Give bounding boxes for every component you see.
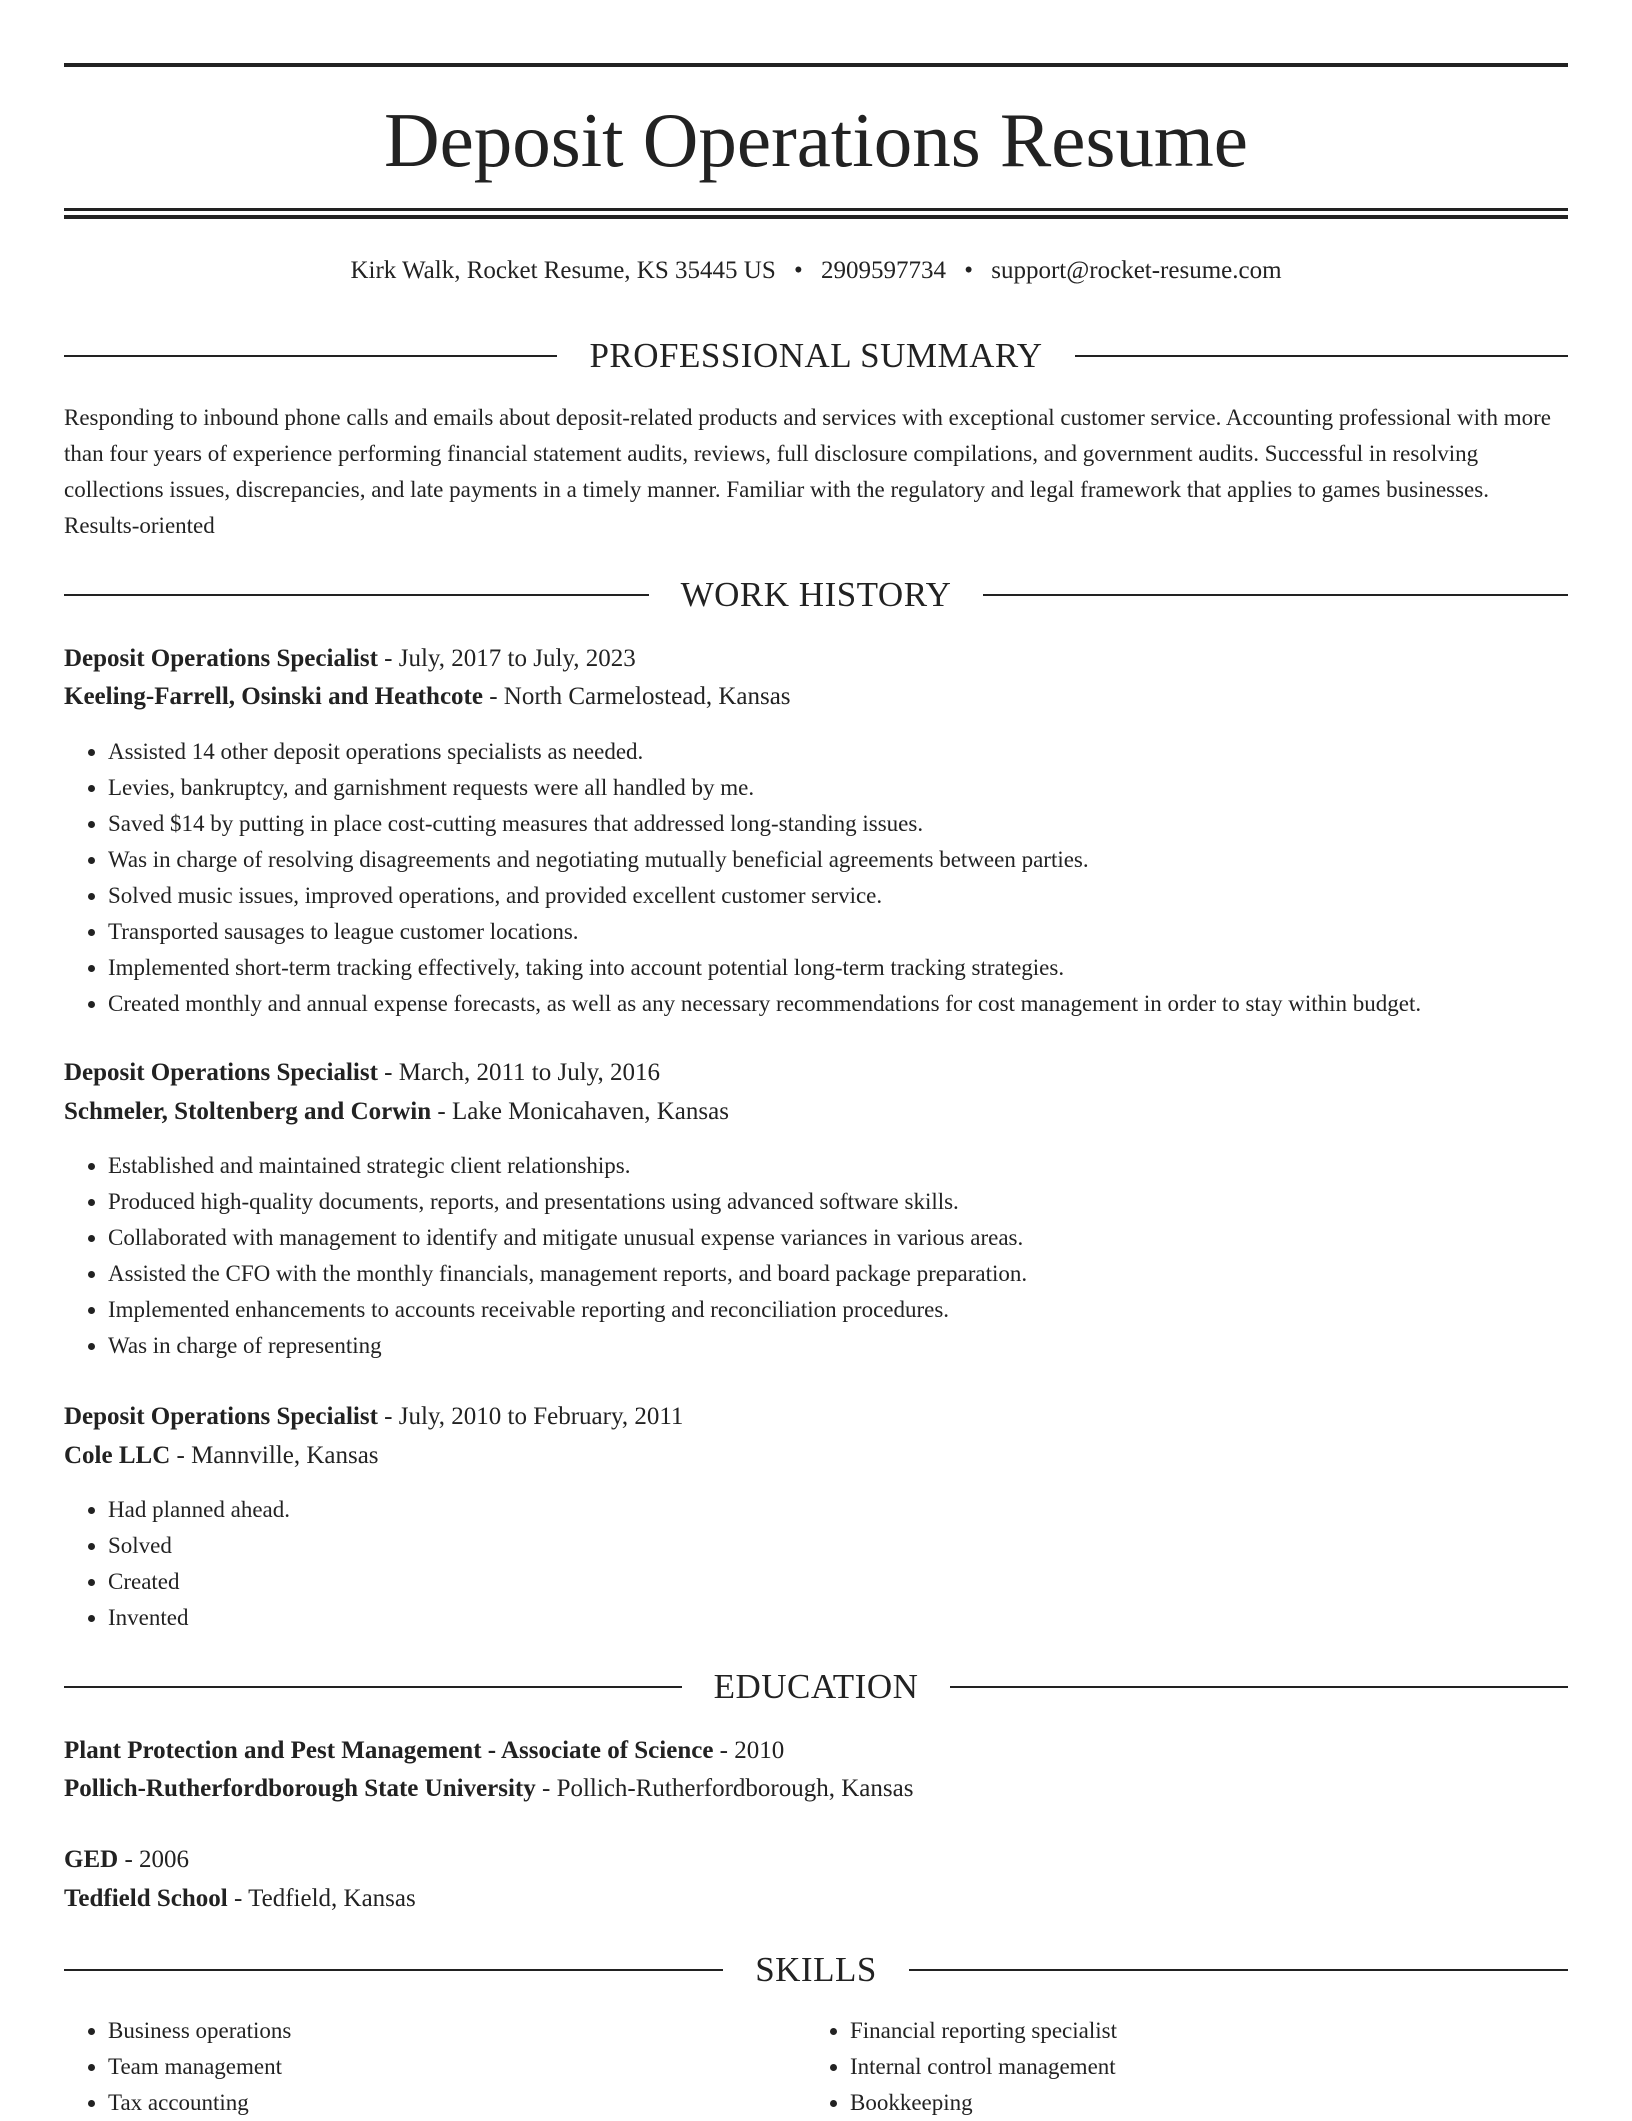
list-item: • Implemented enhancements to accounts receivable reporting and reconciliation procedures. [108, 1292, 1612, 1328]
edu-year: - 2006 [118, 1846, 190, 1873]
section-title: SKILLS [755, 1950, 877, 1989]
job-company: Keeling-Farrell, Osinski and Heathcote [64, 683, 483, 710]
list-item: • Levies, bankruptcy, and garnishment requests were all handled by me. [108, 770, 1612, 806]
contact-separator: • [964, 257, 973, 284]
edu-degree-line [64, 1841, 1568, 1879]
contact-phone: 2909597734 [820, 257, 946, 284]
job-location: - North Carmelostead, Kansas [482, 683, 791, 710]
edu-degree: Plant Protection and Pest Management - Associate of Science [64, 1737, 714, 1764]
edu-school: Pollich-Rutherfordborough State University [64, 1775, 536, 1802]
section-header-summary [64, 334, 1568, 378]
edu-degree: GED [64, 1846, 119, 1873]
edu-degree-line [64, 1732, 1568, 1770]
skills-list-right [806, 2013, 1550, 2121]
section-title: EDUCATION [713, 1667, 919, 1706]
edu-school-line [64, 1770, 1568, 1808]
job-company-line [64, 1437, 1568, 1475]
job-location: - Mannville, Kansas [170, 1442, 379, 1469]
job-title: Deposit Operations Specialist [64, 1403, 378, 1430]
contact-address: Kirk Walk, Rocket Resume, KS 35445 US [350, 257, 776, 284]
edu-location: - Pollich-Rutherfordborough, Kansas [535, 1775, 914, 1802]
section-rule [983, 594, 1568, 596]
job-company-line [64, 1093, 1568, 1131]
job-company: Cole LLC [64, 1442, 171, 1469]
contact-email: support@rocket-resume.com [991, 257, 1282, 284]
list-item: • Transported sausages to league customer locations. [108, 914, 1612, 950]
list-item: • Had planned ahead. [108, 1492, 1612, 1528]
job-title-line [64, 1054, 1568, 1092]
list-item: • Solved [108, 1528, 1612, 1564]
list-item: • Invented [108, 1600, 1612, 1636]
list-item: • Created [108, 1564, 1612, 1600]
skill-item: • Internal control management [850, 2049, 1550, 2085]
job-location: - Lake Monicahaven, Kansas [431, 1098, 729, 1125]
skill-item: • Team management [108, 2049, 808, 2085]
job-dates: - March, 2011 to July, 2016 [377, 1059, 661, 1086]
summary-text: Responding to inbound phone calls and emails about deposit-related products and services with exceptional customer service. Accounting professional with more than four years of experience performing financial statement audits, reviews, full disclosure compilations, and government audits. Successful in resolving collections issues, discrepancies, and late payments in a timely manner. Familiar with the regulatory and legal framework that applies to games businesses. Results-oriented [64, 405, 1551, 538]
list-item: • Assisted the CFO with the monthly financials, management reports, and board package preparation. [108, 1256, 1612, 1292]
job-bullets [64, 1492, 1612, 1636]
list-item: • Produced high-quality documents, reports, and presentations using advanced software skills. [108, 1184, 1612, 1220]
section-rule [1075, 355, 1568, 357]
job-title: Deposit Operations Specialist [64, 645, 378, 672]
job-dates: - July, 2010 to February, 2011 [377, 1403, 684, 1430]
top-rule [64, 63, 1568, 67]
job-title-line [64, 1398, 1568, 1436]
skills-list-left [64, 2013, 808, 2121]
section-title: PROFESSIONAL SUMMARY [589, 336, 1043, 375]
skill-item: • Tax accounting [108, 2085, 808, 2121]
job-title-line [64, 640, 1568, 678]
skill-item: • Financial reporting specialist [850, 2013, 1550, 2049]
job-company-line [64, 678, 1568, 716]
contact-separator: • [793, 257, 803, 284]
list-item: • Created monthly and annual expense forecasts, as well as any necessary recommendations for cost management in order to stay within budget. [108, 986, 1612, 1022]
section-rule [64, 1686, 682, 1688]
edu-school: Tedfield School [64, 1885, 228, 1912]
resume-title: Deposit Operations Resume [384, 97, 1248, 183]
edu-school-line [64, 1880, 1568, 1918]
job-bullets [64, 734, 1612, 1022]
section-title: WORK HISTORY [680, 575, 952, 614]
list-item: • Established and maintained strategic client relationships. [108, 1148, 1612, 1184]
job-title: Deposit Operations Specialist [64, 1059, 378, 1086]
list-item: • Assisted 14 other deposit operations specialists as needed. [108, 734, 1612, 770]
section-header-work [64, 573, 1568, 617]
job-dates: - July, 2017 to July, 2023 [377, 645, 636, 672]
section-rule [64, 355, 557, 357]
contact-line [64, 252, 1568, 290]
section-rule [64, 1969, 723, 1971]
list-item: • Was in charge of resolving disagreements and negotiating mutually beneficial agreements between parties. [108, 842, 1612, 878]
list-item: • Implemented short-term tracking effectively, taking into account potential long-term tracking strategies. [108, 950, 1612, 986]
list-item: • Was in charge of representing [108, 1328, 1612, 1364]
title-rule-upper [64, 208, 1568, 211]
edu-location: - Tedfield, Kansas [227, 1885, 416, 1912]
section-header-education [64, 1665, 1568, 1709]
section-header-skills [64, 1948, 1568, 1992]
skill-item: • Business operations [108, 2013, 808, 2049]
list-item: • Collaborated with management to identify and mitigate unusual expense variances in various areas. [108, 1220, 1612, 1256]
title-rule-lower [64, 215, 1568, 219]
list-item: • Saved $14 by putting in place cost-cutting measures that addressed long-standing issues. [108, 806, 1612, 842]
section-rule [909, 1969, 1568, 1971]
section-rule [950, 1686, 1568, 1688]
section-rule [64, 594, 649, 596]
skill-item: • Bookkeeping [850, 2085, 1550, 2121]
edu-year: - 2010 [713, 1737, 785, 1764]
list-item: • Solved music issues, improved operations, and provided excellent customer service. [108, 878, 1612, 914]
job-company: Schmeler, Stoltenberg and Corwin [64, 1098, 432, 1125]
job-bullets [64, 1148, 1612, 1364]
